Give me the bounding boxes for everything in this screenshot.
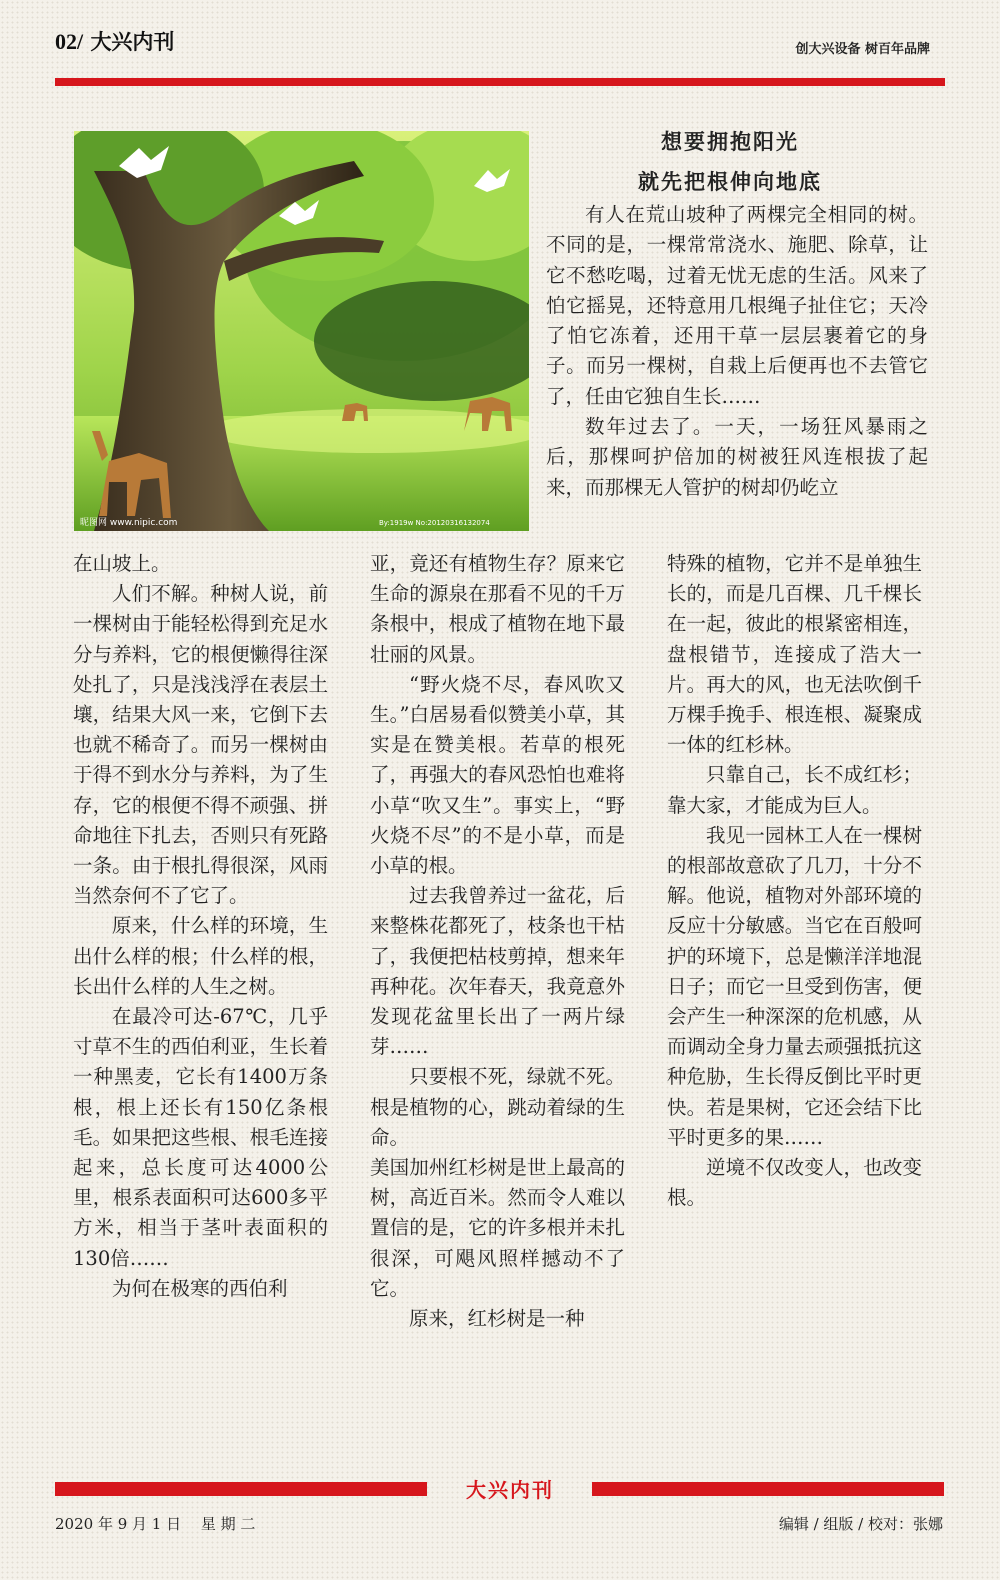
- paragraph: 特殊的植物，它并不是单独生长的，而是几百棵、几千棵长在一起，彼此的根紧密相连，盘根错节，连接成了浩大一片。再大的风，也无法吹倒千万棵手挽手、根连根、凝聚成一体的红杉林。: [667, 552, 922, 757]
- article-title-line2: 就先把根伸向地底: [638, 169, 822, 194]
- paragraph: 为何在极寒的西伯利: [112, 1276, 288, 1300]
- paragraph: 原来，什么样的环境，生出什么样的根；什么样的根，长出什么样的人生之树。: [73, 914, 328, 998]
- footer-rule-left: [55, 1482, 427, 1496]
- text-column-3: [667, 549, 922, 1213]
- issue-date: 2020 年 9 月 1 日 星 期 二: [55, 1515, 256, 1533]
- paragraph: 人们不解。种树人说，前一棵树由于能轻松得到充足水分与养料，它的根便懒得往深处扎了，只是浅浅浮在表层土壤，结果大风一来，它倒下去也就不稀奇了。而另一棵树由于得不到水分与养料，为了生存，它的根便不得不顽强、拼命地往下扎去，否则只有死路一条。由于根扎得很深，风雨当然奈何不了它了。: [73, 582, 328, 908]
- forest-photo: [74, 131, 529, 531]
- paragraph: 在山坡上。: [73, 552, 171, 575]
- intro-paragraph: 数年过去了。一天，一场狂风暴雨之后，那棵呵护倍加的树被狂风连根拔了起来，而那棵无人管护的树却仍屹立: [546, 415, 928, 499]
- header-rule: [55, 78, 945, 86]
- watermark-right: By:1919w No:20120316132074: [379, 519, 490, 527]
- publication-title: 大兴内刊: [90, 29, 175, 54]
- paragraph: 亚，竟还有植物生存？原来它生命的源泉在那看不见的千万条根中，根成了植物在地下最壮丽的风景。: [370, 552, 625, 666]
- page-number: 02/: [55, 29, 84, 54]
- paragraph: 美国加州红杉树是世上最高的树，高近百米。然而令人难以置信的是，它的许多根并未扎很深，可飓风照样撼动不了它。: [370, 1156, 625, 1300]
- paragraph: 在最冷可达-67℃，几乎寸草不生的西伯利亚，生长着一种黑麦，它长有1400万条根，根上还长有150亿条根毛。如果把这些根、根毛连接起来，总长度可达4000公里，根系表面积可达600多平方米，相当于茎叶表面积的130倍……: [73, 1005, 328, 1270]
- article-title-line1: 想要拥抱阳光: [661, 129, 799, 154]
- intro-paragraph: 有人在荒山坡种了两棵完全相同的树。不同的是，一棵常常浇水、施肥、除草，让它不愁吃喝，过着无忧无虑的生活。风来了怕它摇晃，还特意用几根绳子扯住它；天冷了怕它冻着，还用干草一层层裹着它的身子。而另一棵树，自栽上后便再也不去管它了，任由它独自生长……: [546, 203, 928, 408]
- intro-text: [546, 200, 928, 503]
- footer-title: 大兴内刊: [466, 1478, 554, 1502]
- footer-rule-right: [592, 1482, 944, 1496]
- paragraph: 过去我曾养过一盆花，后来整株花都死了，枝条也干枯了，我便把枯枝剪掉，想来年再种花。次年春天，我竟意外发现花盆里长出了一两片绿芽……: [370, 884, 625, 1059]
- editor-credit: 编辑 / 组版 / 校对：张娜: [778, 1515, 943, 1533]
- masthead: [55, 26, 174, 56]
- watermark-left: 昵图网 www.nipic.com: [80, 518, 178, 528]
- paragraph: 原来，红杉树是一种: [409, 1307, 585, 1331]
- paragraph: 逆境不仅改变人，也改变根。: [667, 1156, 922, 1210]
- paragraph: 我见一园林工人在一棵树的根部故意砍了几刀，十分不解。他说，植物对外部环境的反应十分敏感。当它在百般呵护的环境下，总是懒洋洋地混日子；而它一旦受到伤害，便会产生一种深深的危机感，从而调动全身力量去顽强抵抗这种危胁，生长得反倒比平时更快。若是果树，它还会结下比平时更多的果……: [667, 823, 922, 1149]
- paragraph: “野火烧不尽，春风吹又生。”白居易看似赞美小草，其实是在赞美根。若草的根死了，再强大的春风恐怕也难将小草“吹又生”。事实上，“野火烧不尽”的不是小草，而是小草的根。: [370, 672, 625, 878]
- text-column-2: [370, 549, 625, 1334]
- text-column-1: [73, 549, 328, 1304]
- paragraph: 只靠自己，长不成红杉；靠大家，才能成为巨人。: [667, 763, 922, 817]
- header-slogan: 创大兴设备 树百年品牌: [795, 42, 930, 57]
- paragraph: 只要根不死，绿就不死。根是植物的心，跳动着绿的生命。: [370, 1065, 625, 1149]
